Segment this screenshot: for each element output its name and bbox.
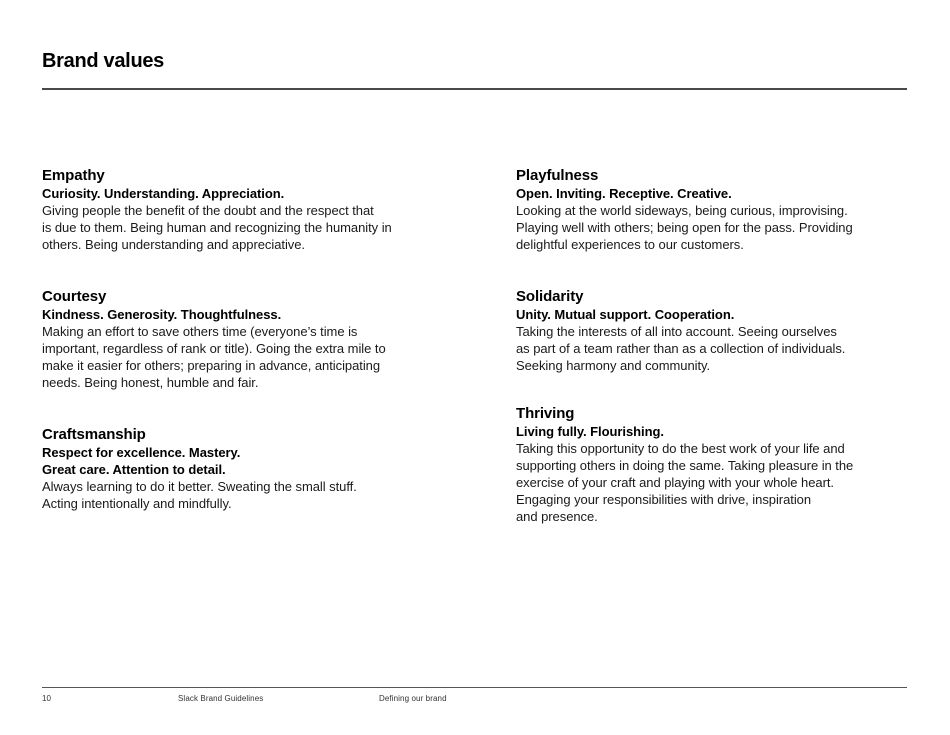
value-description-line: Always learning to do it better. Sweating the small stuff. <box>42 479 357 494</box>
footer-page-number: 10 <box>42 694 52 703</box>
value-heading: Craftsmanship <box>42 426 146 443</box>
value-tagline: Unity. Mutual support. Cooperation. <box>516 307 735 322</box>
value-description-line: exercise of your craft and playing with your whole heart. <box>516 475 834 490</box>
value-block-thriving <box>516 404 908 525</box>
footer-section-name: Defining our brand <box>379 694 447 703</box>
footer-divider-rule <box>42 687 907 688</box>
value-description-line: as part of a team rather than as a collection of individuals. <box>516 341 846 356</box>
value-description-line: needs. Being honest, humble and fair. <box>42 375 259 390</box>
column-left <box>42 166 442 512</box>
column-right <box>516 166 908 525</box>
value-description-line: Seeking harmony and community. <box>516 358 711 373</box>
value-heading: Playfulness <box>516 167 599 184</box>
value-description-line: delightful experiences to our customers. <box>516 237 744 252</box>
value-block-playfulness <box>516 166 908 253</box>
value-heading: Thriving <box>516 405 575 422</box>
value-description-line: others. Being understanding and appreciative. <box>42 237 305 252</box>
value-description-line: important, regardless of rank or title). Going the extra mile to <box>42 341 386 356</box>
value-description-line: Taking this opportunity to do the best work of your life and <box>516 441 845 456</box>
value-description <box>516 202 908 253</box>
value-description-line: Giving people the benefit of the doubt and the respect that <box>42 203 374 218</box>
value-description-line: Taking the interests of all into account. Seeing ourselves <box>516 324 837 339</box>
title-divider-rule <box>42 88 907 90</box>
value-description <box>516 323 908 374</box>
value-heading: Empathy <box>42 167 105 184</box>
value-description-line: supporting others in doing the same. Taking pleasure in the <box>516 458 854 473</box>
value-tagline: Kindness. Generosity. Thoughtfulness. <box>42 307 282 322</box>
value-description-line: and presence. <box>516 509 598 524</box>
value-tagline: Open. Inviting. Receptive. Creative. <box>516 186 732 201</box>
value-description <box>516 440 908 525</box>
value-heading: Courtesy <box>42 288 107 305</box>
value-heading: Solidarity <box>516 288 584 305</box>
value-tagline-second-line: Great care. Attention to detail. <box>42 462 226 477</box>
value-description <box>42 323 442 391</box>
value-tagline: Living fully. Flourishing. <box>516 424 664 439</box>
page-title: Brand values <box>42 50 165 73</box>
value-description-line: Making an effort to save others time (everyone’s time is <box>42 324 358 339</box>
page-footer <box>0 694 950 710</box>
value-description-line: make it easier for others; preparing in advance, anticipating <box>42 358 381 373</box>
value-description <box>42 202 442 253</box>
value-description-line: Acting intentionally and mindfully. <box>42 496 232 511</box>
footer-document-name: Slack Brand Guidelines <box>178 694 264 703</box>
value-block-courtesy <box>42 287 442 391</box>
value-description-line: is due to them. Being human and recognizing the humanity in <box>42 220 392 235</box>
value-description-line: Looking at the world sideways, being curious, improvising. <box>516 203 848 218</box>
value-description-line: Engaging your responsibilities with drive, inspiration <box>516 492 812 507</box>
value-block-craftsmanship <box>42 425 442 512</box>
value-block-empathy <box>42 166 442 253</box>
value-description <box>42 478 442 512</box>
value-tagline: Respect for excellence. Mastery. <box>42 445 241 460</box>
value-description-line: Playing well with others; being open for the pass. Providing <box>516 220 853 235</box>
value-tagline: Curiosity. Understanding. Appreciation. <box>42 186 285 201</box>
value-block-solidarity <box>516 287 908 374</box>
